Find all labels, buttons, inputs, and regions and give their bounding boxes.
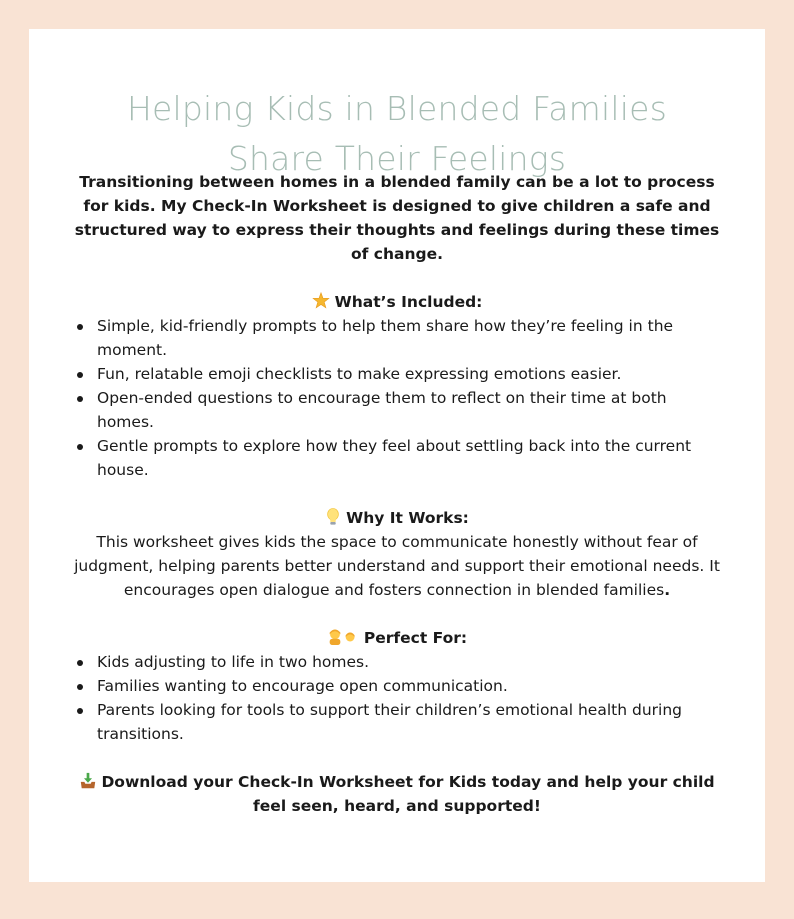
perfect-list bbox=[73, 650, 721, 746]
list-item: Open-ended questions to encourage them to reflect on their time at both homes. bbox=[73, 386, 721, 434]
perfect-heading bbox=[73, 626, 721, 650]
why-body: This worksheet gives kids the space to communicate honestly without fear of judgment, helping parents better understand and support their emotional needs. It encourages open dialogue and fosters connection in blended families bbox=[74, 533, 720, 599]
lightbulb-icon bbox=[325, 506, 341, 530]
download-tray-icon bbox=[79, 770, 97, 794]
call-to-action bbox=[73, 770, 721, 818]
perfect-heading-text: Perfect For: bbox=[363, 629, 468, 647]
why-body-end: . bbox=[664, 581, 671, 599]
title-line-1: Helping Kids in Blended Families bbox=[126, 89, 668, 128]
list-item: Parents looking for tools to support their children’s emotional health during transitions. bbox=[73, 698, 721, 746]
included-heading bbox=[73, 290, 721, 314]
list-item: Families wanting to encourage open communication. bbox=[73, 674, 721, 698]
family-icon bbox=[327, 626, 359, 650]
list-item: Fun, relatable emoji checklists to make expressing emotions easier. bbox=[73, 362, 721, 386]
title-line-2: Share Their Feelings bbox=[227, 139, 567, 178]
why-heading-text: Why It Works: bbox=[346, 509, 469, 527]
worksheet-card bbox=[29, 29, 765, 882]
list-item: Gentle prompts to explore how they feel about settling back into the current house. bbox=[73, 434, 721, 482]
page-title bbox=[29, 84, 765, 184]
why-paragraph bbox=[73, 530, 721, 602]
why-heading bbox=[73, 506, 721, 530]
included-heading-text: What’s Included: bbox=[334, 293, 483, 311]
included-list bbox=[73, 314, 721, 482]
intro-paragraph: Transitioning between homes in a blended family can be a lot to process for kids. My Check-In Worksheet is designed to give children a safe and structured way to express their thoughts and feelings during these times of change. bbox=[74, 173, 720, 263]
star-icon bbox=[312, 290, 330, 314]
content bbox=[73, 170, 721, 818]
list-item: Simple, kid-friendly prompts to help them share how they’re feeling in the moment. bbox=[73, 314, 721, 362]
cta-text: Download your Check-In Worksheet for Kids today and help your child feel seen, heard, and supported! bbox=[101, 773, 715, 815]
list-item: Kids adjusting to life in two homes. bbox=[73, 650, 721, 674]
